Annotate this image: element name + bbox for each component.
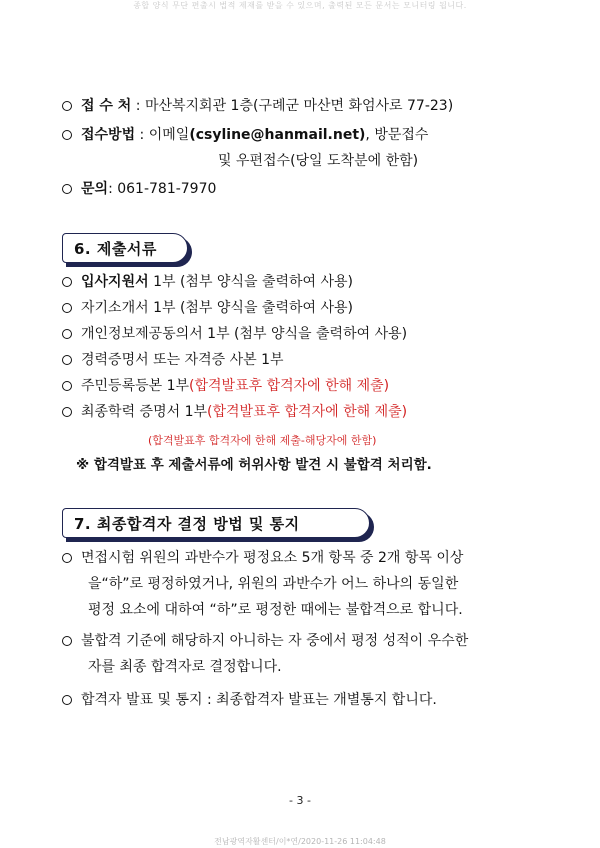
- circle-bullet-icon: [62, 695, 72, 705]
- paragraph-2-line1: [62, 631, 468, 651]
- circle-bullet-icon: [62, 636, 72, 646]
- item-red-note: (합격발표후 합격자에 한해 제출): [189, 378, 390, 394]
- list-item: [62, 298, 353, 318]
- list-item: [62, 350, 284, 370]
- method-rest: , 방문접수: [365, 127, 429, 143]
- receipt-label: 접 수 처: [81, 98, 132, 114]
- circle-bullet-icon: [62, 277, 72, 287]
- circle-bullet-icon: [62, 407, 72, 417]
- receipt-row: [62, 96, 453, 116]
- method-label: 접수방법: [81, 127, 136, 143]
- circle-bullet-icon: [62, 303, 72, 313]
- warning-note: ※ 합격발표 후 제출서류에 허위사항 발견 시 불합격 처리함.: [76, 457, 432, 473]
- circle-bullet-icon: [62, 329, 72, 339]
- paragraph-1-line3: 평정 요소에 대하여 “하”로 평정한 때에는 불합격으로 합니다.: [88, 602, 463, 618]
- method-row: [62, 125, 428, 145]
- circle-bullet-icon: [62, 381, 72, 391]
- item-text: 경력증명서 또는 자격증 사본 1부: [81, 352, 284, 368]
- receipt-colon: :: [131, 98, 145, 114]
- page-number: - 3 -: [289, 794, 311, 807]
- paragraph-2-line2: 자를 최종 합격자로 결정합니다.: [88, 659, 282, 675]
- paragraph-text: 면접시험 위원의 과반수가 평정요소 5개 항목 중 2개 항목 이상: [81, 550, 464, 566]
- footer-stamp: 전남광역자활센터/이*연/2020-11-26 11:04:48: [214, 837, 386, 846]
- circle-bullet-icon: [62, 355, 72, 365]
- item-text: 개인정보제공동의서 1부 (첨부 양식을 출력하여 사용): [81, 326, 408, 342]
- paragraph-1-line2: 을“하”로 평정하였거나, 위원의 과반수가 어느 하나의 동일한: [88, 576, 459, 592]
- paragraph-text: 불합격 기준에 해당하지 아니하는 자 중에서 평정 성적이 우수한: [81, 633, 469, 649]
- list-item: [62, 376, 389, 396]
- header-watermark: 종합 양식 무단 편출시 법적 제재를 받을 수 있으며, 출력된 모든 문서는 모니터링 됩니다.: [133, 1, 467, 10]
- paragraph-text: 합격자 발표 및 통지 : 최종합격자 발표는 개별통지 합니다.: [81, 692, 437, 708]
- list-item: [62, 272, 353, 292]
- item-text: 자기소개서 1부 (첨부 양식을 출력하여 사용): [81, 300, 353, 316]
- inquiry-value: : 061-781-7970: [108, 181, 217, 197]
- section7-header: [62, 508, 370, 538]
- method-line2: 및 우편접수(당일 도착분에 한함): [218, 153, 419, 169]
- circle-bullet-icon: [62, 130, 72, 140]
- inquiry-label: 문의: [81, 181, 109, 197]
- paragraph-1-line1: [62, 548, 463, 568]
- item-text: 1부 (첨부 양식을 출력하여 사용): [148, 274, 353, 290]
- inquiry-row: [62, 179, 216, 199]
- list-item: [62, 324, 407, 344]
- list-item: [62, 402, 407, 422]
- circle-bullet-icon: [62, 184, 72, 194]
- item-red-note: (합격발표후 합격자에 한해 제출): [207, 404, 408, 420]
- circle-bullet-icon: [62, 101, 72, 111]
- section6-header: [62, 233, 188, 263]
- method-email: (csyline@hanmail.net): [189, 127, 366, 143]
- method-colon: :: [135, 127, 149, 143]
- item-text: 주민등록등본 1부: [81, 378, 190, 394]
- paragraph-3: [62, 690, 437, 710]
- item-text: 최종학력 증명서 1부: [81, 404, 207, 420]
- section7-title: 7. 최종합격자 결정 방법 및 통지: [74, 515, 300, 533]
- item-bold: 입사지원서: [81, 274, 149, 290]
- circle-bullet-icon: [62, 553, 72, 563]
- receipt-value: 마산복지회관 1층(구례군 마산면 화엄사로 77-23): [144, 98, 454, 114]
- submission-note: (합격발표후 합격자에 한해 제출-해당자에 한함): [148, 434, 377, 447]
- method-email-prefix: 이메일: [148, 127, 190, 143]
- section6-title: 6. 제출서류: [74, 240, 157, 258]
